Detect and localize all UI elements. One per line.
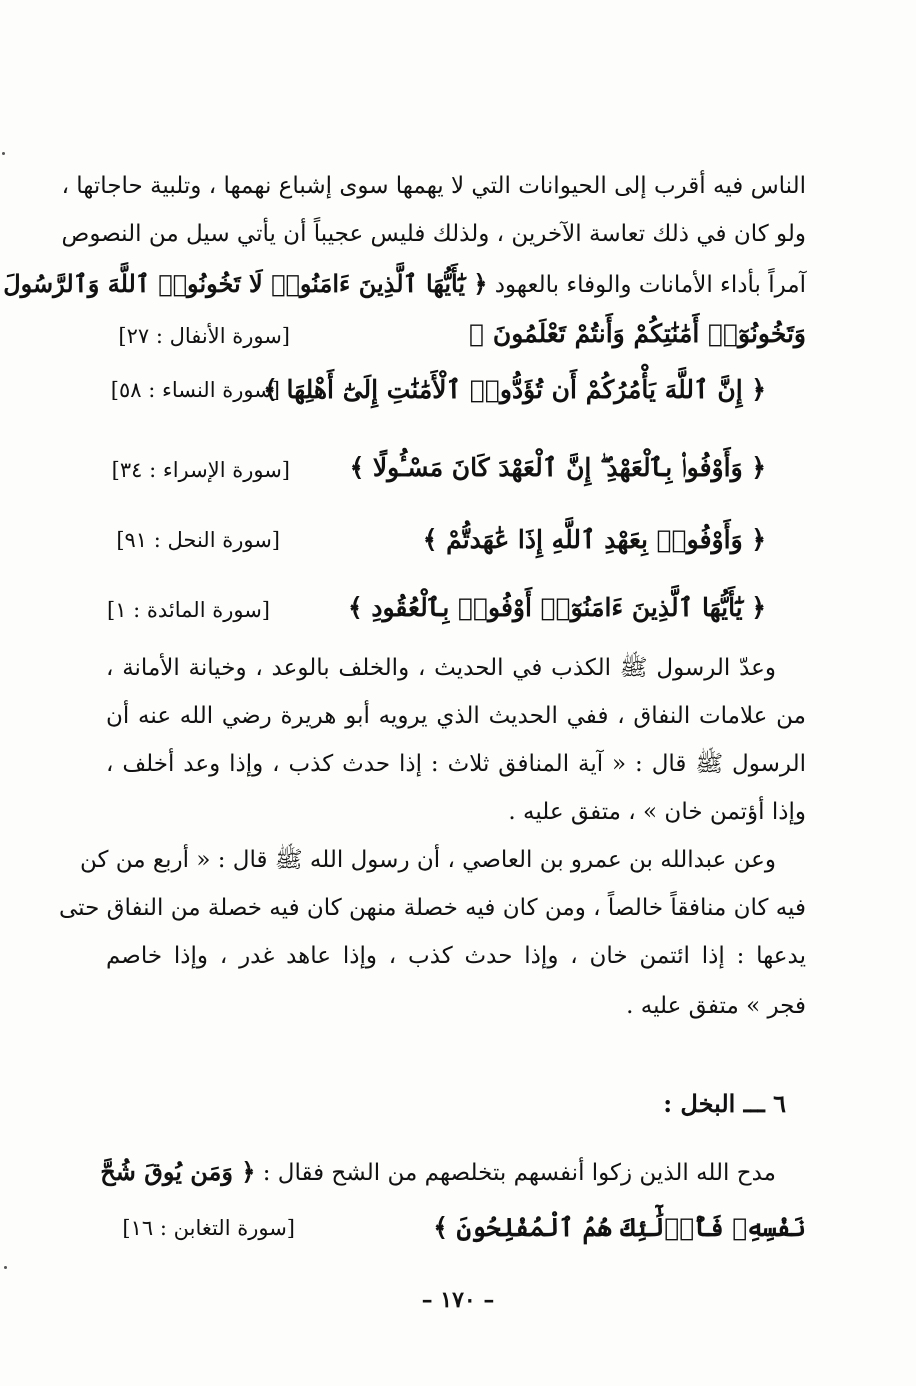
paragraph2-line1: وعدّ الرسول ﷺ الكذب في الحديث ، والخلف بالوعد ، وخيانة الأمانة ، [106,655,776,681]
section-line1-prose: مدح الله الذين زكوا أنفسهم بتخلصهم من الشح فقال : [262,1160,776,1186]
paragraph3-line1: وعن عبدالله بن عمرو بن العاصي ، أن رسول الله ﷺ قال : « أربع من كن [80,847,776,873]
section-heading: ٦ ـــ البخل : [663,1089,786,1118]
paragraph2-line2: من علامات النفاق ، ففي الحديث الذي يرويه أبو هريرة رضي الله عنه أن [106,703,806,729]
paragraph1-line3-prose: آمراً بأداء الأمانات والوفاء بالعهود [494,272,806,298]
scan-speck [4,1266,7,1269]
verse-nisa: ﴿ إِنَّ ٱللَّهَ يَأْمُرُكُمْ أَن تُؤَدُّوا۟ ٱلْأَمَٰنَٰتِ إِلَىٰٓ أَهْلِهَا ﴾ [263,375,766,404]
paragraph2-line3: الرسول ﷺ قال : « آية المنافق ثلاث : إذا حدث كذب ، وإذا وعد أخلف ، [106,751,806,777]
verse-isra: ﴿ وَأَوْفُوا۟ بِٱلْعَهْدِ ۖ إِنَّ ٱلْعَهْدَ كَانَ مَسْـُٔولًا ﴾ [349,453,766,482]
ref-taghabun: [سورة التغابن : ١٦] [122,1216,295,1240]
ref-nisa: [سورة النساء : ٥٨] [110,378,280,402]
paragraph1-line2: ولو كان في ذلك تعاسة الآخرين ، ولذلك فليس عجيباً أن يأتي سيل من النصوص [61,221,806,247]
ref-anfal: [سورة الأنفال : ٢٧] [118,324,290,348]
section-line1 [100,1150,806,1194]
verse-taghabun-end: نَفْسِهِۦ فَأُو۟لَٰٓئِكَ هُمُ ٱلْمُفْلِحُونَ ﴾ [433,1213,806,1242]
verse-maidah: ﴿ يَٰٓأَيُّهَا ٱلَّذِينَ ءَامَنُوٓا۟ أَوْفُوا۟ بِٱلْعُقُودِ ﴾ [348,593,766,622]
scan-speck [2,152,5,155]
paragraph3-line4: فجر » متفق عليه . [626,993,806,1019]
ref-nahl: [سورة النحل : ٩١] [116,528,280,552]
ref-maidah: [سورة المائدة : ١] [106,598,270,622]
paragraph3-line3: يدعها : إذا ائتمن خان ، وإذا حدث كذب ، وإذا عاهد غدر ، وإذا خاصم [106,943,806,969]
paragraph1-line1: الناس فيه أقرب إلى الحيوانات التي لا يهمها سوى إشباع نهمها ، وتلبية حاجاتها ، [61,173,806,199]
paragraph1-line3 [3,262,806,306]
verse-anfal-start: ﴿ يَٰٓأَيُّهَا ٱلَّذِينَ ءَامَنُوا۟ لَا تَخُونُوا۟ ٱللَّهَ وَٱلرَّسُولَ [3,269,488,298]
ref-isra: [سورة الإسراء : ٣٤] [111,458,290,482]
verse-anfal-end: وَتَخُونُوٓا۟ أَمَٰنَٰتِكُمْ وَأَنتُمْ تَعْلَمُونَ ﴾ [469,319,806,348]
verse-taghabun-start: ﴿ وَمَن يُوقَ شُحَّ [100,1157,256,1186]
paragraph3-line2: فيه كان منافقاً خالصاً ، ومن كان فيه خصلة منهن كان فيه خصلة من النفاق حتى [58,895,806,921]
verse-nahl: ﴿ وَأَوْفُوا۟ بِعَهْدِ ٱللَّهِ إِذَا عَٰهَدتُّمْ ﴾ [422,525,766,554]
page-number: – ١٧٠ – [421,1287,495,1313]
paragraph2-line4: وإذا أؤتمن خان » ، متفق عليه . [508,799,806,825]
